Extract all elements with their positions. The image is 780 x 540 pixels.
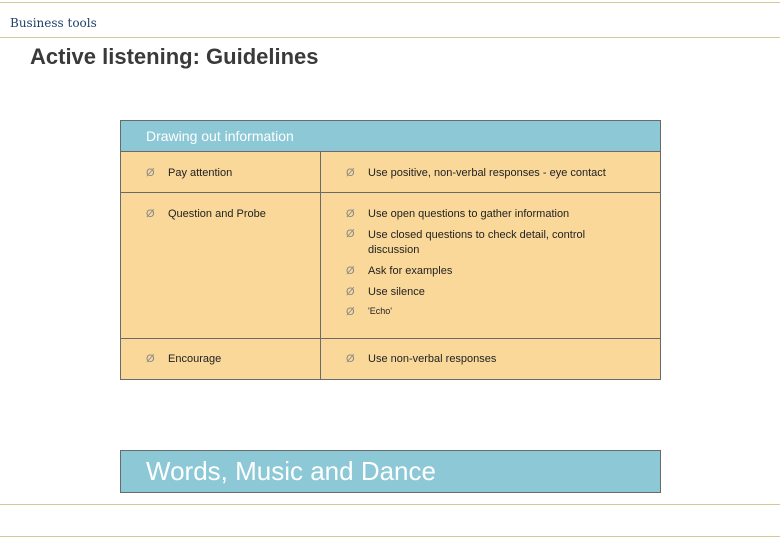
guidelines-table	[120, 120, 661, 380]
row-detail: Ask for examples	[368, 265, 453, 277]
table-row	[121, 339, 660, 379]
row-detail: Use silence	[368, 286, 425, 298]
row-detail: 'Echo'	[368, 306, 392, 316]
row-label-cell	[121, 339, 321, 379]
header-label: Business tools	[10, 16, 97, 30]
table-row	[121, 193, 660, 339]
row-detail: Use open questions to gather information	[368, 208, 570, 220]
top-rule	[0, 2, 780, 3]
row-detail-cell	[321, 339, 660, 379]
arrow-bullet-icon: Ø	[346, 306, 355, 318]
table-row	[121, 152, 660, 193]
row-detail: Use closed questions to check detail, control discussion	[368, 229, 586, 256]
arrow-bullet-icon: Ø	[146, 353, 155, 365]
bottom-rule	[0, 504, 780, 505]
bottom-rule-lower	[0, 536, 780, 537]
row-detail: Use non-verbal responses	[368, 353, 497, 365]
row-detail-cell	[321, 193, 660, 338]
page-title: Active listening: Guidelines	[30, 44, 319, 69]
arrow-bullet-icon: Ø	[346, 228, 355, 240]
row-detail: Use positive, non-verbal responses - eye contact	[368, 167, 606, 179]
row-label: Pay attention	[168, 167, 233, 179]
row-detail-cell	[321, 152, 660, 192]
arrow-bullet-icon: Ø	[346, 208, 355, 220]
footer-banner: Words, Music and Dance	[120, 450, 661, 493]
arrow-bullet-icon: Ø	[346, 353, 355, 365]
header-rule	[0, 37, 780, 38]
row-label: Question and Probe	[168, 208, 266, 220]
row-label-cell	[121, 152, 321, 192]
row-label: Encourage	[168, 353, 222, 365]
arrow-bullet-icon: Ø	[146, 208, 155, 220]
arrow-bullet-icon: Ø	[146, 167, 155, 179]
arrow-bullet-icon: Ø	[346, 265, 355, 277]
arrow-bullet-icon: Ø	[346, 286, 355, 298]
arrow-bullet-icon: Ø	[346, 167, 355, 179]
row-label-cell	[121, 193, 321, 338]
table-heading: Drawing out information	[121, 121, 660, 152]
